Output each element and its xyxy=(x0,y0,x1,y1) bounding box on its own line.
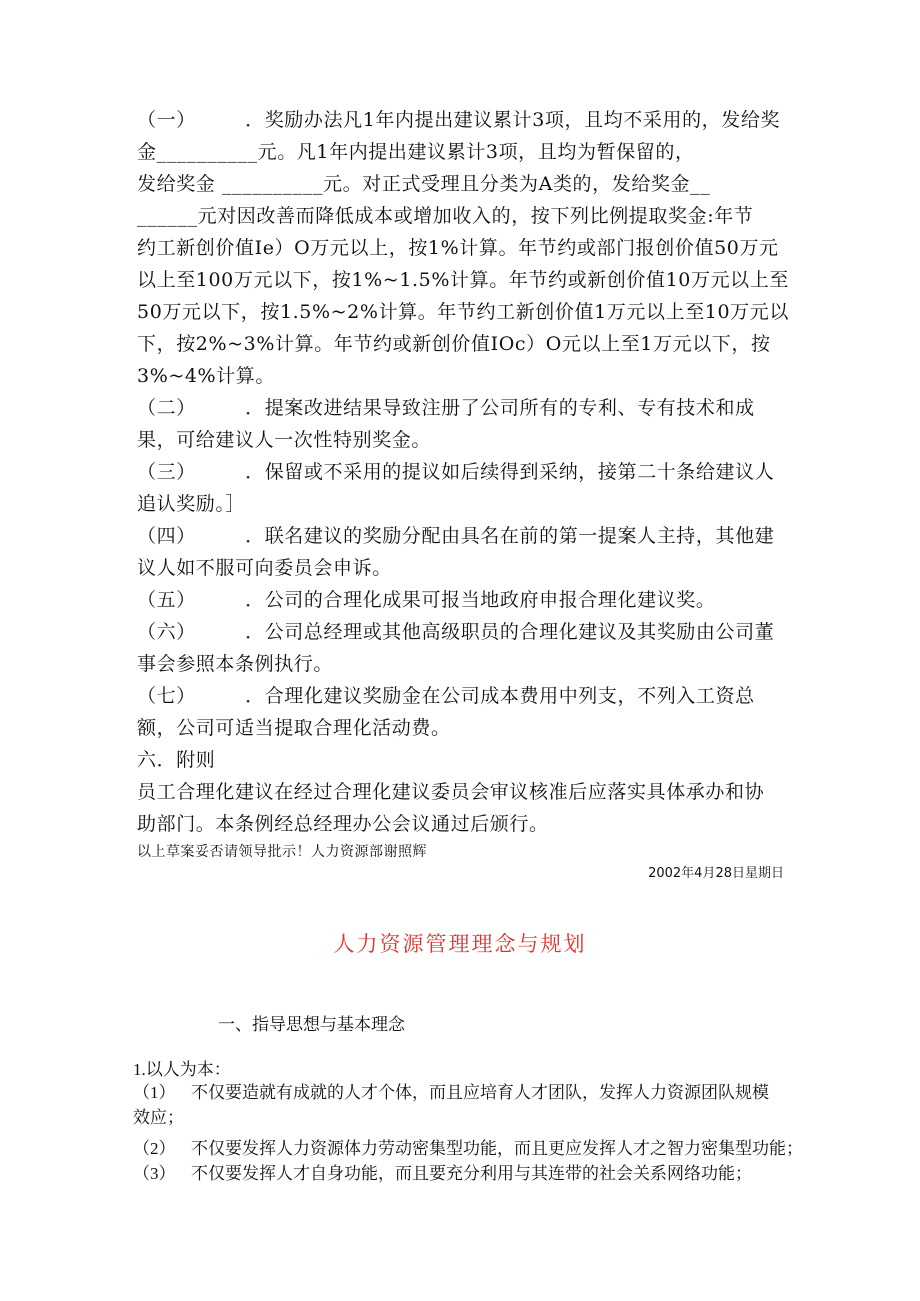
text-line: （七） ．合理化建议奖励金在公司成本费用中列支，不列入工资总 xyxy=(137,685,755,707)
text-line: （二） ．提案改进结果导致注册了公司所有的专利、专有技术和成 xyxy=(137,397,755,419)
section-heading: 六．附则 xyxy=(137,749,216,771)
item-number: （1） xyxy=(133,1083,176,1102)
text-line: 员工合理化建议在经过合理化建议委员会审议核准后应落实具体承办和协 xyxy=(137,781,765,803)
text-line: 事会参照本条例执行。 xyxy=(137,653,334,675)
text-line: 议人如不服可向委员会申诉。 xyxy=(137,557,392,579)
text-line: 果，可给建议人一次性特别奖金。 xyxy=(137,429,432,451)
text-line: ______元对因改善而降低成本或增加收入的，按下列比例提取奖金:年节 xyxy=(137,205,754,227)
item-text: 不仅要造就有成就的人才个体，而且应培育人才团队，发挥人力资源团队规模 xyxy=(191,1083,769,1102)
approval-note: 以上草案妥否请领导批示！人力资源部谢照辉 xyxy=(137,844,427,860)
text-line: 以上至100万元以下，按1%~1.5%计算。年节约或新创价值10万元以上至 xyxy=(137,269,789,291)
text-line: 金__________元。凡1年内提出建议累计3项，且均为暂保留的， xyxy=(137,141,695,163)
text-line: 追认奖励。］ xyxy=(137,493,246,515)
reward-rules-section xyxy=(137,104,787,864)
text-line: 额，公司可适当提取合理化活动费。 xyxy=(137,717,451,739)
item-text: 不仅要发挥人才自身功能，而且要充分利用与其连带的社会关系网络功能； xyxy=(191,1164,752,1183)
text-line: （四） ．联名建议的奖励分配由具名在前的第一提案人主持，其他建 xyxy=(137,525,775,547)
text-line: （三） ．保留或不采用的提议如后续得到采纳，接第二十条给建议人 xyxy=(137,461,775,483)
text-line: 下，按2%~3%计算。年节约或新创价值IOc）O元以上至1万元以下，按 xyxy=(137,333,771,355)
item-number: （2） xyxy=(133,1139,176,1158)
text-line: 50万元以下，按1.5%~2%计算。年节约工新创价值1万元以上至10万元以 xyxy=(137,301,789,323)
item-text: 不仅要发挥人力资源体力劳动密集型功能，而且更应发挥人才之智力密集型功能； xyxy=(191,1139,803,1158)
item-continuation: 效应； xyxy=(133,1108,184,1127)
text-line: 约工新创价值Ie）O万元以上，按1%计算。年节约或部门报创价值50万元 xyxy=(137,237,779,259)
text-line: 发给奖金 __________元。对正式受理且分类为A类的，发给奖金__ xyxy=(137,173,711,195)
text-line: （六） ．公司总经理或其他高级职员的合理化建议及其奖励由公司董 xyxy=(137,621,775,643)
item-number: （3） xyxy=(133,1164,176,1183)
document-title: 人力资源管理理念与规划 xyxy=(333,932,587,956)
point-title: 1.以人为本： xyxy=(133,1060,231,1079)
list-item xyxy=(133,1161,752,1187)
list-item xyxy=(133,1080,769,1106)
section-heading: 一、指导思想与基本理念 xyxy=(218,1015,405,1034)
text-line: （一） ．奖励办法凡1年内提出建议累计3项，且均不采用的，发给奖 xyxy=(137,109,781,131)
document-date: 2002年4月28日星期日 xyxy=(648,866,784,881)
list-item xyxy=(133,1136,803,1162)
text-line: 3%~4%计算。 xyxy=(137,365,276,387)
text-line: 助部门。本条例经总经理办公会议通过后颁行。 xyxy=(137,813,549,835)
text-line: （五） ．公司的合理化成果可报当地政府申报合理化建议奖。 xyxy=(137,589,716,611)
